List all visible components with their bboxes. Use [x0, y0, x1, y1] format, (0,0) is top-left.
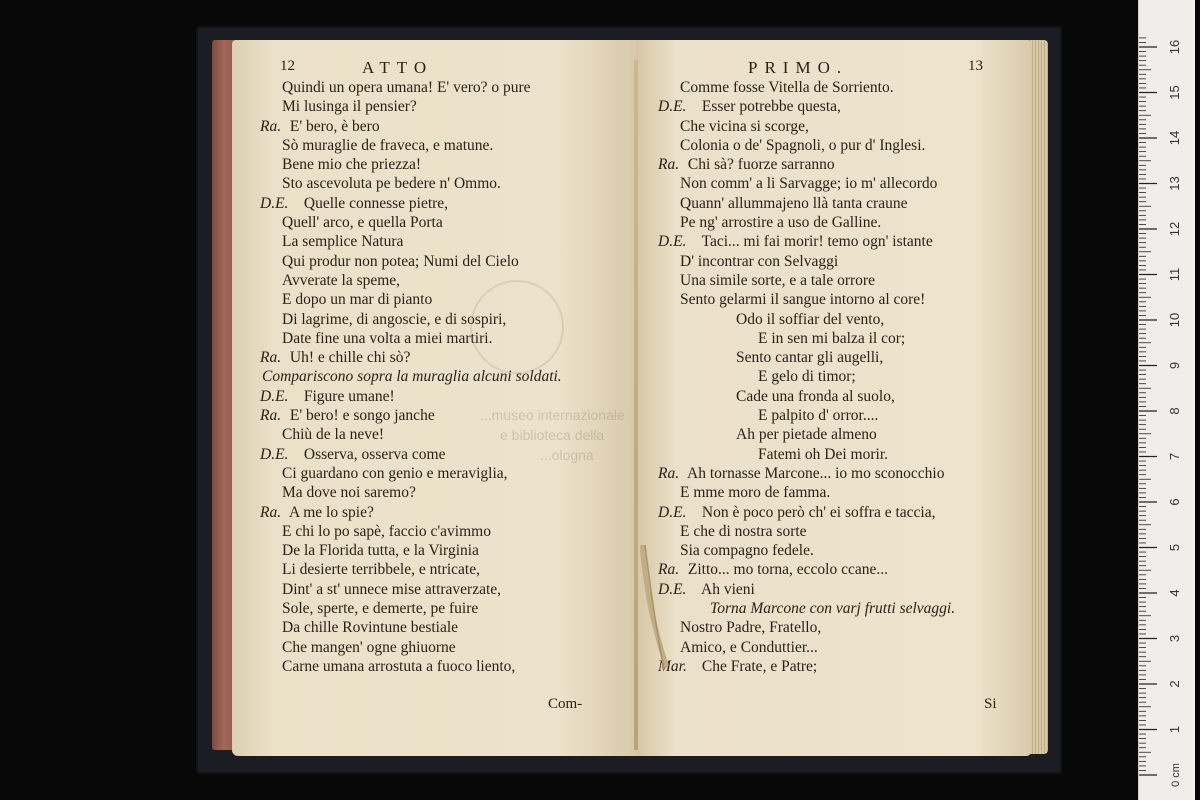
verse-text: A me lo spie?: [289, 503, 374, 521]
ruler-tick-label: 11: [1167, 267, 1182, 282]
text-line: [636, 310, 1032, 329]
text-line: [636, 117, 1032, 136]
text-line: [636, 464, 1032, 483]
text-line: [636, 657, 1032, 676]
verse-text: Ci guardano con genio e meraviglia,: [282, 464, 508, 482]
verse-text: Avverate la speme,: [282, 271, 401, 289]
text-line: [636, 329, 1032, 348]
speaker-label: D.E.: [658, 580, 687, 598]
text-line: [636, 483, 1032, 502]
right-running-head: PRIMO.: [748, 58, 849, 77]
page-edges: [1030, 40, 1048, 754]
speaker-label: D.E.: [260, 194, 289, 212]
text-line: [636, 155, 1032, 174]
verse-text: Fatemi oh Dei morir.: [758, 445, 889, 463]
speaker-label: Ra.: [658, 561, 680, 579]
speaker-label: Ra.: [260, 503, 282, 521]
text-line: [232, 232, 636, 251]
text-line: [232, 213, 636, 232]
text-line: [232, 367, 636, 386]
left-page: [232, 40, 636, 756]
speaker-label: Ra.: [658, 156, 680, 174]
verse-text: E' bero, è bero: [289, 117, 380, 135]
text-line: [636, 522, 1032, 541]
text-line: [636, 97, 1032, 116]
right-catchword: Si: [984, 696, 997, 712]
verse-text: E in sen mi balza il cor;: [758, 329, 906, 347]
text-line: [636, 638, 1032, 657]
ruler-unit-label: 0 cm: [1170, 763, 1182, 787]
ruler-tick-label: 10: [1167, 312, 1182, 328]
text-line: [636, 541, 1032, 560]
speaker-label: D.E.: [658, 503, 687, 521]
text-line: [232, 194, 636, 213]
text-line: [636, 232, 1032, 251]
speaker-label: D.E.: [260, 445, 289, 463]
verse-text: Amico, e Conduttier...: [680, 638, 818, 656]
verse-text: Figure umane!: [303, 387, 395, 405]
verse-text: E chi lo po sapè, faccio c'avimmo: [282, 522, 491, 540]
text-line: [232, 503, 636, 522]
speaker-label: Ra.: [260, 349, 282, 367]
verse-text: Esser potrebbe questa,: [701, 98, 841, 116]
text-line: [636, 290, 1032, 309]
verse-text: Colonia o de' Spagnoli, o pur d' Inglesi.: [680, 136, 926, 154]
verse-text: Ah vieni: [701, 580, 755, 598]
text-line: [232, 136, 636, 155]
verse-text: Non è poco però ch' ei soffra e taccia,: [701, 503, 936, 521]
verse-text: E' bero! e songo janche: [289, 407, 435, 425]
text-line: [232, 310, 636, 329]
verse-text: Di lagrime, di angoscie, e di sospiri,: [282, 310, 507, 328]
verse-text: Pe ng' arrostire a uso de Galline.: [680, 214, 882, 232]
left-running-head: ATTO: [362, 58, 434, 77]
verse-text: Non comm' a li Sarvagge; io m' allecordo: [680, 175, 938, 193]
verse-text: Bene mio che priezza!: [282, 156, 421, 174]
text-line: [636, 387, 1032, 406]
verse-text: Sto ascevoluta pe bedere n' Ommo.: [282, 175, 501, 193]
text-line: [636, 367, 1032, 386]
text-line: [636, 213, 1032, 232]
speaker-label: Ra.: [658, 464, 680, 482]
verse-text: Sia compagno fedele.: [680, 542, 814, 560]
verse-text: Quell' arco, e quella Porta: [282, 214, 443, 232]
stage-direction: Torna Marcone con varj frutti selvaggi.: [710, 600, 956, 618]
right-page-number: 13: [968, 58, 983, 74]
verse-text: Sento cantar gli augelli,: [736, 349, 884, 367]
text-line: [232, 387, 636, 406]
ruler-tick-label: 3: [1167, 634, 1182, 643]
verse-text: Date fine una volta a miei martiri.: [282, 329, 493, 347]
verse-text: Zitto... mo torna, eccolo ccane...: [687, 561, 889, 579]
verse-text: D' incontrar con Selvaggi: [680, 252, 839, 270]
verse-text: Taci... mi fai morir! temo ogn' istante: [701, 233, 933, 251]
text-line: [232, 252, 636, 271]
verse-text: Carne umana arrostuta a fuoco liento,: [282, 657, 516, 675]
ruler-tick-label: 2: [1167, 680, 1182, 688]
verse-text: Ah tornasse Marcone... io mo sconocchio: [687, 464, 945, 482]
text-line: [636, 136, 1032, 155]
verse-text: Uh! e chille chi sò?: [289, 349, 411, 367]
verse-text: Che Frate, e Patre;: [701, 657, 818, 675]
text-line: [232, 522, 636, 541]
text-line: [232, 599, 636, 618]
verse-text: Sento gelarmi il sangue intorno al core!: [680, 291, 926, 309]
verse-text: Comme fosse Vitella de Sorriento.: [680, 79, 894, 96]
ruler-tick-label: 5: [1167, 543, 1182, 552]
verse-text: E che di nostra sorte: [680, 522, 807, 540]
speaker-label: D.E.: [658, 98, 687, 116]
ruler-tick-label: 8: [1167, 407, 1182, 415]
verse-text: Chi sà? fuorze sarranno: [687, 156, 835, 174]
text-line: [232, 348, 636, 367]
measuring-ruler: [1138, 0, 1195, 800]
watermark-line: ...museo internazionale: [480, 407, 625, 423]
ruler-tick-label: 16: [1167, 39, 1182, 55]
text-line: [232, 271, 636, 290]
text-line: [232, 483, 636, 502]
verse-text: E mme moro de famma.: [680, 484, 831, 502]
text-line: [232, 618, 636, 637]
text-line: [636, 252, 1032, 271]
right-text-block: [636, 78, 1032, 676]
ruler-tick-label: 9: [1167, 361, 1182, 370]
text-line: [232, 117, 636, 136]
text-line: [232, 155, 636, 174]
stage-direction: Compariscono sopra la muraglia alcuni soldati.: [262, 368, 562, 386]
speaker-label: Mar.: [658, 657, 687, 675]
verse-text: Quann' allummajeno llà tanta craune: [680, 194, 908, 212]
speaker-label: D.E.: [658, 233, 687, 251]
text-line: [232, 638, 636, 657]
ruler-tick-label: 6: [1167, 498, 1182, 506]
text-line: [636, 618, 1032, 637]
verse-text: Cade una fronda al suolo,: [736, 387, 895, 405]
verse-text: Quindi un opera umana! E' vero? o pure: [282, 79, 531, 96]
verse-text: Mi lusinga il pensier?: [282, 98, 417, 116]
text-line: [232, 560, 636, 579]
verse-text: Odo il soffiar del vento,: [736, 310, 885, 328]
ruler-tick-label: 13: [1167, 176, 1182, 191]
ruler-tick-label: 1: [1167, 725, 1182, 734]
verse-text: Nostro Padre, Fratello,: [680, 619, 822, 637]
verse-text: Da chille Rovintune bestiale: [282, 619, 459, 637]
ruler-tick-label: 7: [1167, 452, 1182, 461]
watermark-seal: [470, 280, 564, 374]
text-line: [232, 78, 636, 97]
verse-text: Che vicina si scorge,: [680, 117, 809, 135]
verse-text: Una simile sorte, e a tale orrore: [680, 271, 875, 289]
text-line: [232, 174, 636, 193]
right-page: [636, 40, 1032, 756]
verse-text: Osserva, osserva come: [303, 445, 446, 463]
ruler-tick-label: 12: [1167, 221, 1182, 237]
text-line: [232, 97, 636, 116]
verse-text: Ah per pietade almeno: [736, 426, 877, 444]
speaker-label: D.E.: [260, 387, 289, 405]
text-line: [232, 657, 636, 676]
ruler-scale: [1139, 0, 1195, 800]
verse-text: Qui produr non potea; Numi del Cielo: [282, 252, 519, 270]
left-text-block: [232, 78, 636, 676]
verse-text: E palpito d' orror....: [758, 407, 879, 425]
text-line: [636, 348, 1032, 367]
text-line: [636, 78, 1032, 97]
verse-text: Chiù de la neve!: [282, 426, 385, 444]
verse-text: E gelo di timor;: [758, 368, 856, 386]
watermark: [480, 405, 730, 465]
text-line: [232, 464, 636, 483]
verse-text: Sole, sperte, e demerte, pe fuire: [282, 600, 479, 618]
text-line: [636, 599, 1032, 618]
loose-thread: [640, 545, 670, 675]
left-catchword: Com-: [548, 696, 583, 712]
verse-text: Li desierte terribbele, e ntricate,: [282, 561, 480, 579]
verse-text: Sò muraglie de fraveca, e matune.: [282, 136, 494, 154]
text-line: [636, 271, 1032, 290]
speaker-label: Ra.: [260, 407, 282, 425]
text-line: [636, 560, 1032, 579]
watermark-line: e biblioteca della: [500, 427, 605, 443]
verse-text: Ma dove noi saremo?: [282, 484, 416, 502]
ruler-tick-label: 4: [1167, 589, 1182, 597]
ruler-tick-label: 15: [1167, 85, 1182, 100]
text-line: [232, 329, 636, 348]
left-page-number: 12: [280, 58, 295, 74]
verse-text: La semplice Natura: [282, 233, 404, 251]
ruler-tick-label: 14: [1167, 130, 1182, 146]
text-line: [636, 174, 1032, 193]
text-line: [232, 290, 636, 309]
text-line: [636, 580, 1032, 599]
verse-text: E dopo un mar di pianto: [282, 291, 433, 309]
verse-text: De la Florida tutta, e la Virginia: [282, 542, 479, 560]
verse-text: Che mangen' ogne ghiuorne: [282, 638, 456, 656]
watermark-line: ...ologna: [540, 447, 594, 463]
verse-text: Quelle connesse pietre,: [303, 194, 449, 212]
text-line: [636, 194, 1032, 213]
text-line: [232, 541, 636, 560]
text-line: [232, 580, 636, 599]
verse-text: Dint' a st' unnece mise attraverzate,: [282, 580, 502, 598]
speaker-label: Ra.: [260, 117, 282, 135]
text-line: [636, 503, 1032, 522]
